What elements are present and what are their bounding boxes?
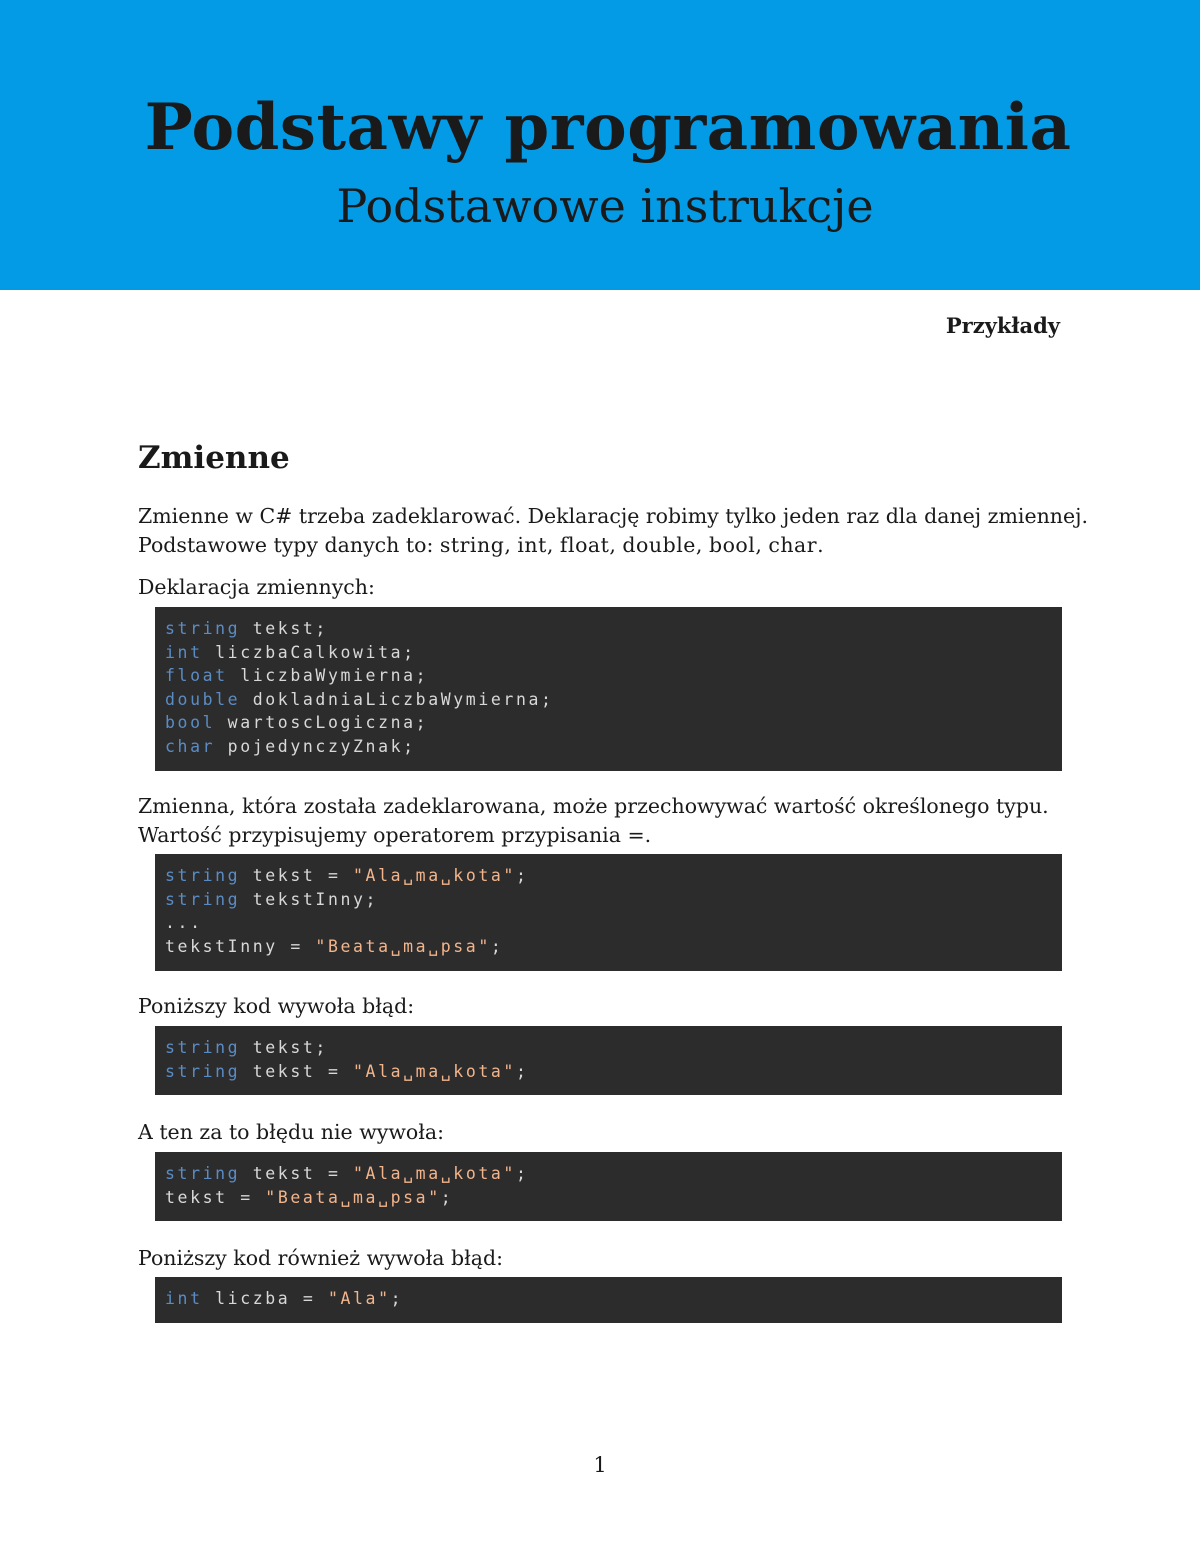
error-label-1: Poniższy kod wywoła błąd: bbox=[138, 994, 415, 1018]
code-text: ; bbox=[515, 1164, 529, 1183]
code-line bbox=[165, 1162, 1062, 1186]
document-title: Podstawy programowania bbox=[144, 90, 1072, 165]
type-bool: bool bbox=[708, 533, 756, 557]
code-string: "Beata␣ma␣psa" bbox=[265, 1187, 441, 1207]
code-text: pojedynczyZnak; bbox=[215, 736, 416, 756]
code-string: "Ala␣ma␣kota" bbox=[353, 1061, 516, 1081]
code-text: tekstInny; bbox=[240, 889, 379, 909]
code-block-error-2 bbox=[155, 1277, 1062, 1323]
type-float: float bbox=[559, 533, 610, 557]
type-char: char bbox=[768, 533, 818, 557]
code-keyword: string bbox=[165, 1061, 241, 1081]
code-text: wartoscLogiczna; bbox=[215, 713, 429, 732]
code-block-error-1 bbox=[155, 1026, 1062, 1095]
declaration-label: Deklaracja zmiennych: bbox=[138, 575, 375, 599]
code-text: dokladniaLiczbaWymierna; bbox=[240, 689, 554, 709]
intro-line-2-suffix: . bbox=[817, 533, 824, 557]
assignment-paragraph bbox=[138, 792, 1068, 850]
code-text: ; bbox=[515, 866, 529, 885]
code-block-declarations bbox=[155, 607, 1062, 771]
code-line bbox=[165, 911, 1062, 935]
code-text: tekstInny = bbox=[165, 936, 316, 956]
type-double: double bbox=[622, 533, 696, 557]
code-text: tekst = bbox=[240, 1061, 354, 1081]
code-block-no-error bbox=[155, 1152, 1062, 1221]
code-line bbox=[165, 711, 1062, 735]
code-keyword: string bbox=[165, 889, 241, 909]
code-text: tekst = bbox=[240, 1164, 354, 1183]
intro-paragraph bbox=[138, 502, 1088, 560]
code-text: tekst; bbox=[240, 1038, 328, 1057]
page-number: 1 bbox=[593, 1453, 607, 1477]
error-label-2: Poniższy kod również wywoła błąd: bbox=[138, 1246, 504, 1270]
code-text: tekst = bbox=[240, 866, 354, 885]
code-text: liczba = bbox=[202, 1289, 328, 1308]
code-line bbox=[165, 617, 1062, 641]
code-keyword: int bbox=[165, 1289, 203, 1308]
code-keyword: string bbox=[165, 1164, 241, 1183]
code-keyword: string bbox=[165, 866, 241, 885]
code-text: tekst; bbox=[240, 619, 328, 638]
assignment-line-1: Zmienna, która została zadeklarowana, może przechowywać wartość określonego typu. bbox=[138, 794, 1049, 818]
intro-line-2: Podstawowe typy danych to: string, int, float, double, bool, char. bbox=[138, 533, 824, 557]
code-keyword: string bbox=[165, 619, 241, 638]
code-text: ; bbox=[515, 1061, 529, 1081]
code-block-assignment bbox=[155, 854, 1062, 971]
code-text: liczbaCalkowita; bbox=[202, 642, 416, 662]
examples-label: Przykłady bbox=[945, 313, 1060, 338]
type-int: int bbox=[517, 533, 547, 557]
code-keyword: string bbox=[165, 1038, 241, 1057]
no-error-label: A ten za to błędu nie wywoła: bbox=[138, 1120, 444, 1144]
code-line bbox=[165, 1036, 1062, 1060]
type-string: string bbox=[439, 533, 505, 557]
code-line bbox=[165, 688, 1062, 712]
code-string: "Ala␣ma␣kota" bbox=[353, 866, 516, 885]
code-line bbox=[165, 1287, 1062, 1311]
code-keyword: bool bbox=[165, 713, 216, 732]
code-line bbox=[165, 935, 1062, 959]
header-band bbox=[0, 0, 1200, 290]
section-heading: Zmienne bbox=[138, 440, 290, 476]
intro-line-2-prefix: Podstawowe typy danych to: bbox=[138, 533, 440, 557]
code-line bbox=[165, 641, 1062, 665]
intro-line-1: Zmienne w C# trzeba zadeklarować. Deklarację robimy tylko jeden raz dla danej zmiennej. bbox=[138, 504, 1088, 528]
code-text: tekst = bbox=[165, 1187, 266, 1207]
code-text: liczbaWymierna; bbox=[227, 666, 429, 685]
code-keyword: float bbox=[165, 666, 228, 685]
code-line bbox=[165, 1060, 1062, 1084]
assignment-line-2: Wartość przypisujemy operatorem przypisania =. bbox=[138, 823, 652, 847]
code-keyword: int bbox=[165, 642, 203, 662]
code-string: "Beata␣ma␣psa" bbox=[315, 936, 491, 956]
document-subtitle: Podstawowe instrukcje bbox=[336, 179, 874, 233]
code-line bbox=[165, 735, 1062, 759]
code-line bbox=[165, 1186, 1062, 1210]
code-text: ... bbox=[165, 913, 203, 932]
code-text: ; bbox=[390, 1289, 404, 1308]
code-keyword: double bbox=[165, 689, 241, 709]
code-string: "Ala␣ma␣kota" bbox=[353, 1164, 516, 1183]
code-line bbox=[165, 864, 1062, 888]
code-line bbox=[165, 664, 1062, 688]
code-line bbox=[165, 888, 1062, 912]
code-text: ; bbox=[490, 936, 504, 956]
code-keyword: char bbox=[165, 736, 216, 756]
code-string: "Ala" bbox=[327, 1289, 391, 1308]
code-text: ; bbox=[440, 1187, 454, 1207]
